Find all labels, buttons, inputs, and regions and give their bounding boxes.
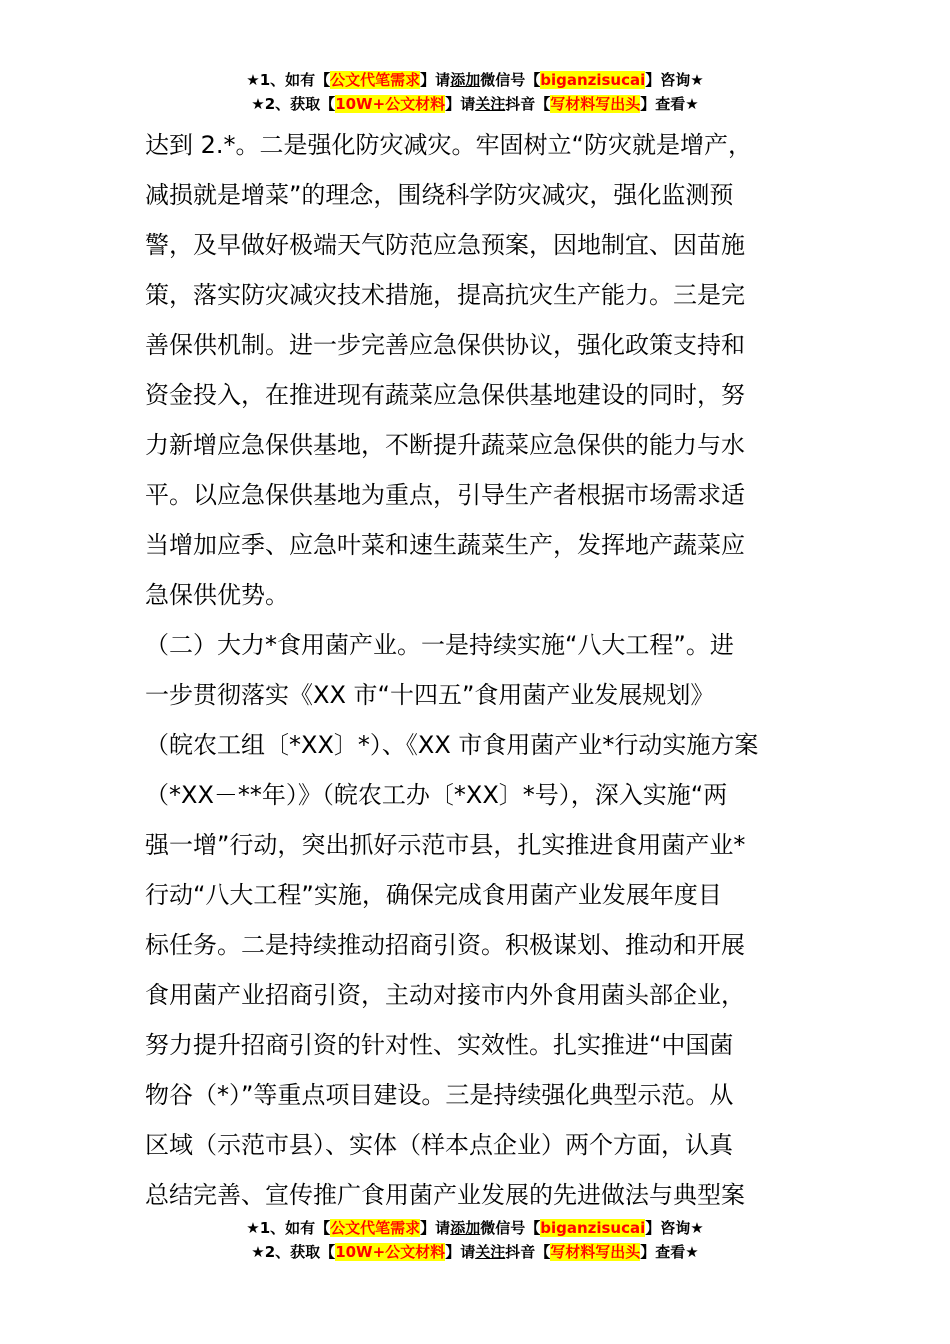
body-line: 标任务。二是持续推动招商引资。积极谋划、推动和开展 [145,931,745,959]
body-line: （二）大力*食用菌产业。一是持续实施“八大工程”。进 [145,631,734,659]
banner-text: ★2、获取【 [251,1243,336,1261]
body-line: 物谷（*）”等重点项目建设。三是持续强化典型示范。从 [145,1081,734,1109]
banner-highlight: 写材料写出头 [550,95,641,113]
body-line: 当增加应季、应急叶菜和速生蔬菜生产，发挥地产蔬菜应 [145,531,745,559]
banner-highlight: 写材料写出头 [550,1243,641,1261]
banner-text: 】咨询★ [645,1219,704,1237]
body-line: 食用菌产业招商引资，主动对接市内外食用菌头部企业， [145,981,745,1009]
body-line: 策，落实防灾减灾技术措施，提高抗灾生产能力。三是完 [145,281,745,309]
banner-text: 微信号【 [480,71,541,89]
banner-text: ★1、如有【 [246,1219,331,1237]
banner-text: 微信号【 [480,1219,541,1237]
body-line: 强一增”行动，突出抓好示范市县，扎实推进食用菌产业* [145,831,746,859]
banner-highlight: biganzisucai [540,1219,646,1237]
banner-text: 抖音【 [505,1243,551,1261]
banner-text: ★2、获取【 [251,95,336,113]
body-line: （*XX－**年）》（皖农工办〔*XX〕*号），深入实施“两 [145,781,728,809]
banner-underline: 添加 [450,1219,481,1237]
body-line: 减损就是增菜”的理念，围绕科学防灾减灾，强化监测预 [145,181,734,209]
body-line: 平。以应急保供基地为重点，引导生产者根据市场需求适 [145,481,745,509]
body-line: 善保供机制。进一步完善应急保供协议，强化政策支持和 [145,331,745,359]
banner-line-2 [0,92,950,116]
banner-text: 】请 [420,1219,451,1237]
body-line: 达到 2.*。二是强化防灾减灾。牢固树立“防灾就是增产， [145,131,752,159]
banner-highlight: 公文代笔需求 [330,71,421,89]
banner-text: 抖音【 [505,95,551,113]
banner-text: 】查看★ [640,95,699,113]
banner-text: 】请 [445,1243,476,1261]
body-line: 一步贯彻落实《XX 市“十四五”食用菌产业发展规划》 [145,681,715,709]
body-line: 警，及早做好极端天气防范应急预案，因地制宜、因苗施 [145,231,745,259]
banner-text: 】咨询★ [645,71,704,89]
banner-text: 】请 [445,95,476,113]
body-line: （皖农工组〔*XX〕*）、《XX 市食用菌产业*行动实施方案 [145,731,759,759]
banner-underline: 添加 [450,71,481,89]
banner-line-2 [0,1240,950,1264]
body-line: 区域（示范市县）、实体（样本点企业）两个方面，认真 [145,1131,733,1159]
banner-highlight: 10W+公文材料 [335,1243,446,1261]
body-line: 总结完善、宣传推广食用菌产业发展的先进做法与典型案 [145,1181,745,1209]
banner-highlight: 10W+公文材料 [335,95,446,113]
body-line: 力新增应急保供基地，不断提升蔬菜应急保供的能力与水 [145,431,745,459]
body-line: 急保供优势。 [145,581,289,609]
banner-line-1 [0,1216,950,1240]
banner-text: 】查看★ [640,1243,699,1261]
body-line: 资金投入，在推进现有蔬菜应急保供基地建设的同时，努 [145,381,745,409]
document-body [145,120,810,1220]
body-line: 努力提升招商引资的针对性、实效性。扎实推进“中国菌 [145,1031,734,1059]
banner-highlight: 公文代笔需求 [330,1219,421,1237]
banner-highlight: biganzisucai [540,71,646,89]
footer-banner [0,1216,950,1264]
banner-text: ★1、如有【 [246,71,331,89]
banner-underline: 关注 [475,1243,506,1261]
banner-line-1 [0,68,950,92]
banner-underline: 关注 [475,95,506,113]
banner-text: 】请 [420,71,451,89]
body-line: 行动“八大工程”实施，确保完成食用菌产业发展年度目 [145,881,722,909]
header-banner [0,68,950,116]
